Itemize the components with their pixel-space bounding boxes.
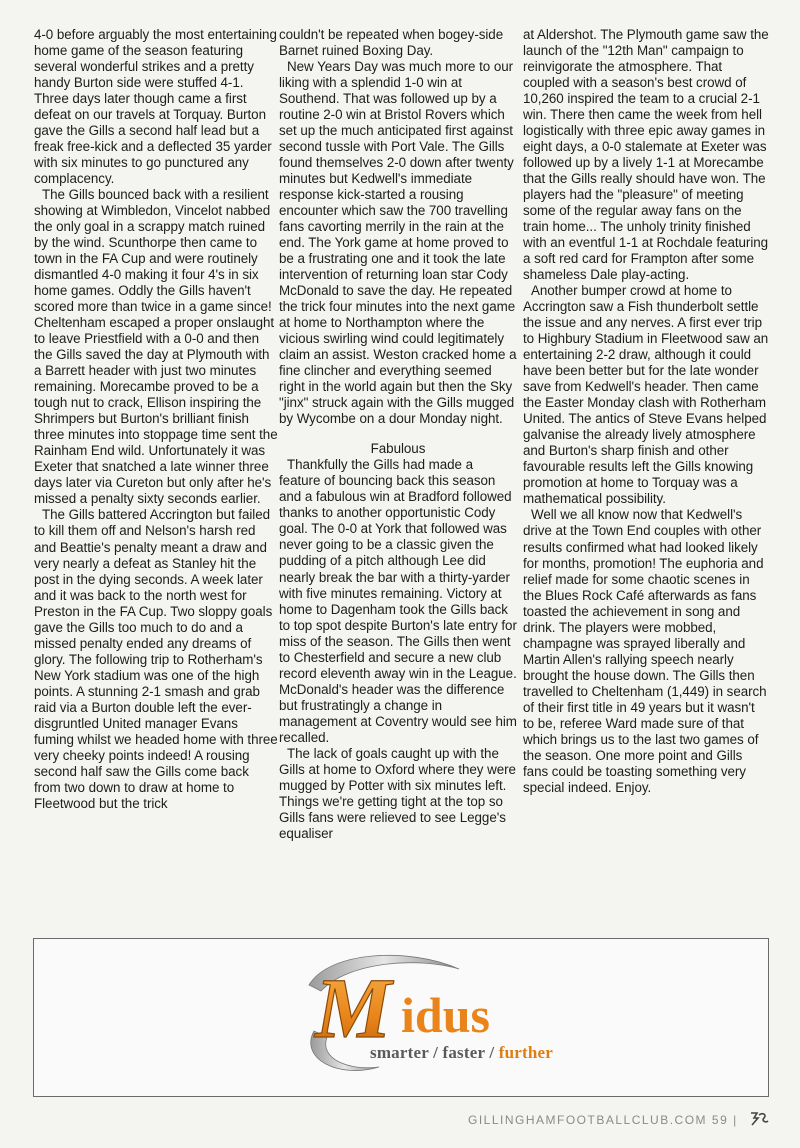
paragraph: New Years Day was much more to our liking with a splendid 1-0 win at Southend. That was followed up by a routine 2-0 win at Bristol Rovers which set up the much anticipated first against second tussle with Port Vale. The Gills found themselves 2-0 down after twenty minutes but Kedwell's immediate response kick-started a rousing encounter which saw the 700 travelling fans cavorting merrily in the rain at the end. The York game at home proved to be a frustrating one and it took the late intervention of returning loan star Cody McDonald to save the day. He repeated the trick four minutes into the next game at home to Northampton where the vicious swirling wind could legitimately claim an assist. Weston cracked home a fine clincher and everything seemed right in the world again but then the Sky "jinx" struck again with the Gills mugged by Wycombe on a dour Monday night.	[279, 59, 517, 427]
footer-divider: |	[733, 1113, 738, 1127]
midus-logo	[269, 939, 579, 1094]
club-crest-icon	[749, 1109, 769, 1127]
article-column-1	[34, 27, 278, 812]
page-footer	[468, 1113, 738, 1127]
tagline-highlight: further	[498, 1043, 554, 1062]
advert-tagline	[370, 1043, 553, 1063]
paragraph: Another bumper crowd at home to Accrington saw a Fish thunderbolt settle the issue and any nerves. A first ever trip to Highbury Stadium in Fleetwood saw an entertaining 2-2 draw, although it could have been better but for the late wonder save from Kedwell's header. Then came the Easter Monday clash with Rotherham United. The antics of Steve Evans helped galvanise the already lively atmosphere and Burton's sharp finish and other favourable results left the Gills knowing promotion at home to Torquay was a mathematical possibility.	[523, 283, 769, 507]
section-subheading: Fabulous	[370, 441, 426, 457]
footer-site: GILLINGHAMFOOTBALLCLUB.COM	[468, 1113, 708, 1127]
paragraph: 4-0 before arguably the most entertaining home game of the season featuring several wonderful strikes and a pretty handy Burton side were stuffed 4-1. Three days later though came a first defeat on our travels at Torquay. Burton gave the Gills a second half lead but a freak free-kick and a deflected 35 yarder with six minutes to go punctured any complacency.	[34, 27, 277, 187]
paragraph: The Gills bounced back with a resilient showing at Wimbledon, Vincelot nabbed the only goal in a scrappy match ruined by the wind. Scunthorpe then came to town in the FA Cup and were routinely dismantled 4-0 making it four 4's in six home games. Oddly the Gills haven't scored more than twice in a game since! Cheltenham escaped a proper onslaught to leave Priestfield with a 0-0 and then the Gills saved the day at Plymouth with a Barrett header with just two minutes remaining. Morecambe proved to be a tough nut to crack, Ellison inspiring the Shrimpers but Burton's brilliant finish three minutes into stoppage time sent the Rainham End wild. Unfortunately it was Exeter that snatched a late winner three days later via Cureton but only after he's missed a penalty sixty seconds earlier.	[34, 187, 278, 507]
tagline-text: smarter / faster /	[370, 1043, 499, 1062]
paragraph: The lack of goals caught up with the Gills at home to Oxford where they were mugged by Potter with six minutes left. Things we're getting tight at the top so Gills fans were relieved to see Legge's equaliser	[279, 745, 516, 841]
paragraph: couldn't be repeated when bogey-side Barnet ruined Boxing Day.	[279, 27, 504, 59]
logo-wordmark: idus	[401, 987, 490, 1043]
paragraph: The Gills battered Accrington but failed to kill them off and Nelson's harsh red and Beattie's penalty meant a draw and very nearly a defeat as Stanley hit the post in the dying seconds. A week later and it was back to the north west for Preston in the FA Cup. Two sloppy goals gave the Gills too much to do and a missed penalty ended any dreams of glory. The following trip to Rotherham's New York stadium was one of the high points. A stunning 2-1 smash and grab raid via a Burton double left the ever-disgruntled United manager Evans fuming whilst we headed home with three very cheeky points indeed! A rousing second half saw the Gills come back from two down to draw at home to Fleetwood but the trick	[34, 507, 278, 811]
article-column-3	[523, 27, 769, 796]
paragraph: Well we all know now that Kedwell's drive at the Town End couples with other results confirmed what had looked likely for months, promotion! The euphoria and relief made for some chaotic scenes in the Blues Rock Café afterwards as fans toasted the achievement in song and drink. The players were mobbed, champagne was sprayed liberally and Martin Allen's rallying speech nearly brought the house down. The Gills then travelled to Cheltenham (1,449) in search of their first title in 49 years but it wasn't to be, referee Ward made sure of that which brings us to the last two games of the season. One more point and Gills fans could be toasting something very special indeed. Enjoy.	[523, 507, 767, 795]
page-number: 59	[711, 1113, 729, 1127]
sponsor-advert[interactable]	[33, 938, 769, 1097]
paragraph: Thankfully the Gills had made a feature of bouncing back this season and a fabulous win at Bradford followed thanks to another opportunistic Cody goal. The 0-0 at York that followed was never going to be a classic given the pudding of a pitch although Lee did nearly break the bar with a thirty-yarder with five minutes remaining. Victory at home to Dagenham took the Gills back to top spot despite Burton's late entry for miss of the season. The Gills then went to Chesterfield and secure a new club record eleventh away win in the League. McDonald's header was the difference but frustratingly a change in management at Coventry would see him recalled.	[279, 457, 517, 745]
paragraph: at Aldershot. The Plymouth game saw the launch of the "12th Man" campaign to reinvigorate the atmosphere. That coupled with a season's best crowd of 10,260 inspired the team to a crucial 2-1 win. There then came the week from hell logistically with three epic away games in eight days, a 0-0 stalemate at Exeter was followed up by a lively 1-1 at Morecambe that the Gills really should have won. The players had the "pleasure" of meeting some of the regular away fans on the train home... The unholy trinity finished with an eventful 1-1 at Rochdale featuring a soft red card for Frampton after some shameless Dale play-acting.	[523, 27, 769, 283]
logo-initial: M	[315, 960, 392, 1056]
article-column-2	[279, 27, 517, 842]
